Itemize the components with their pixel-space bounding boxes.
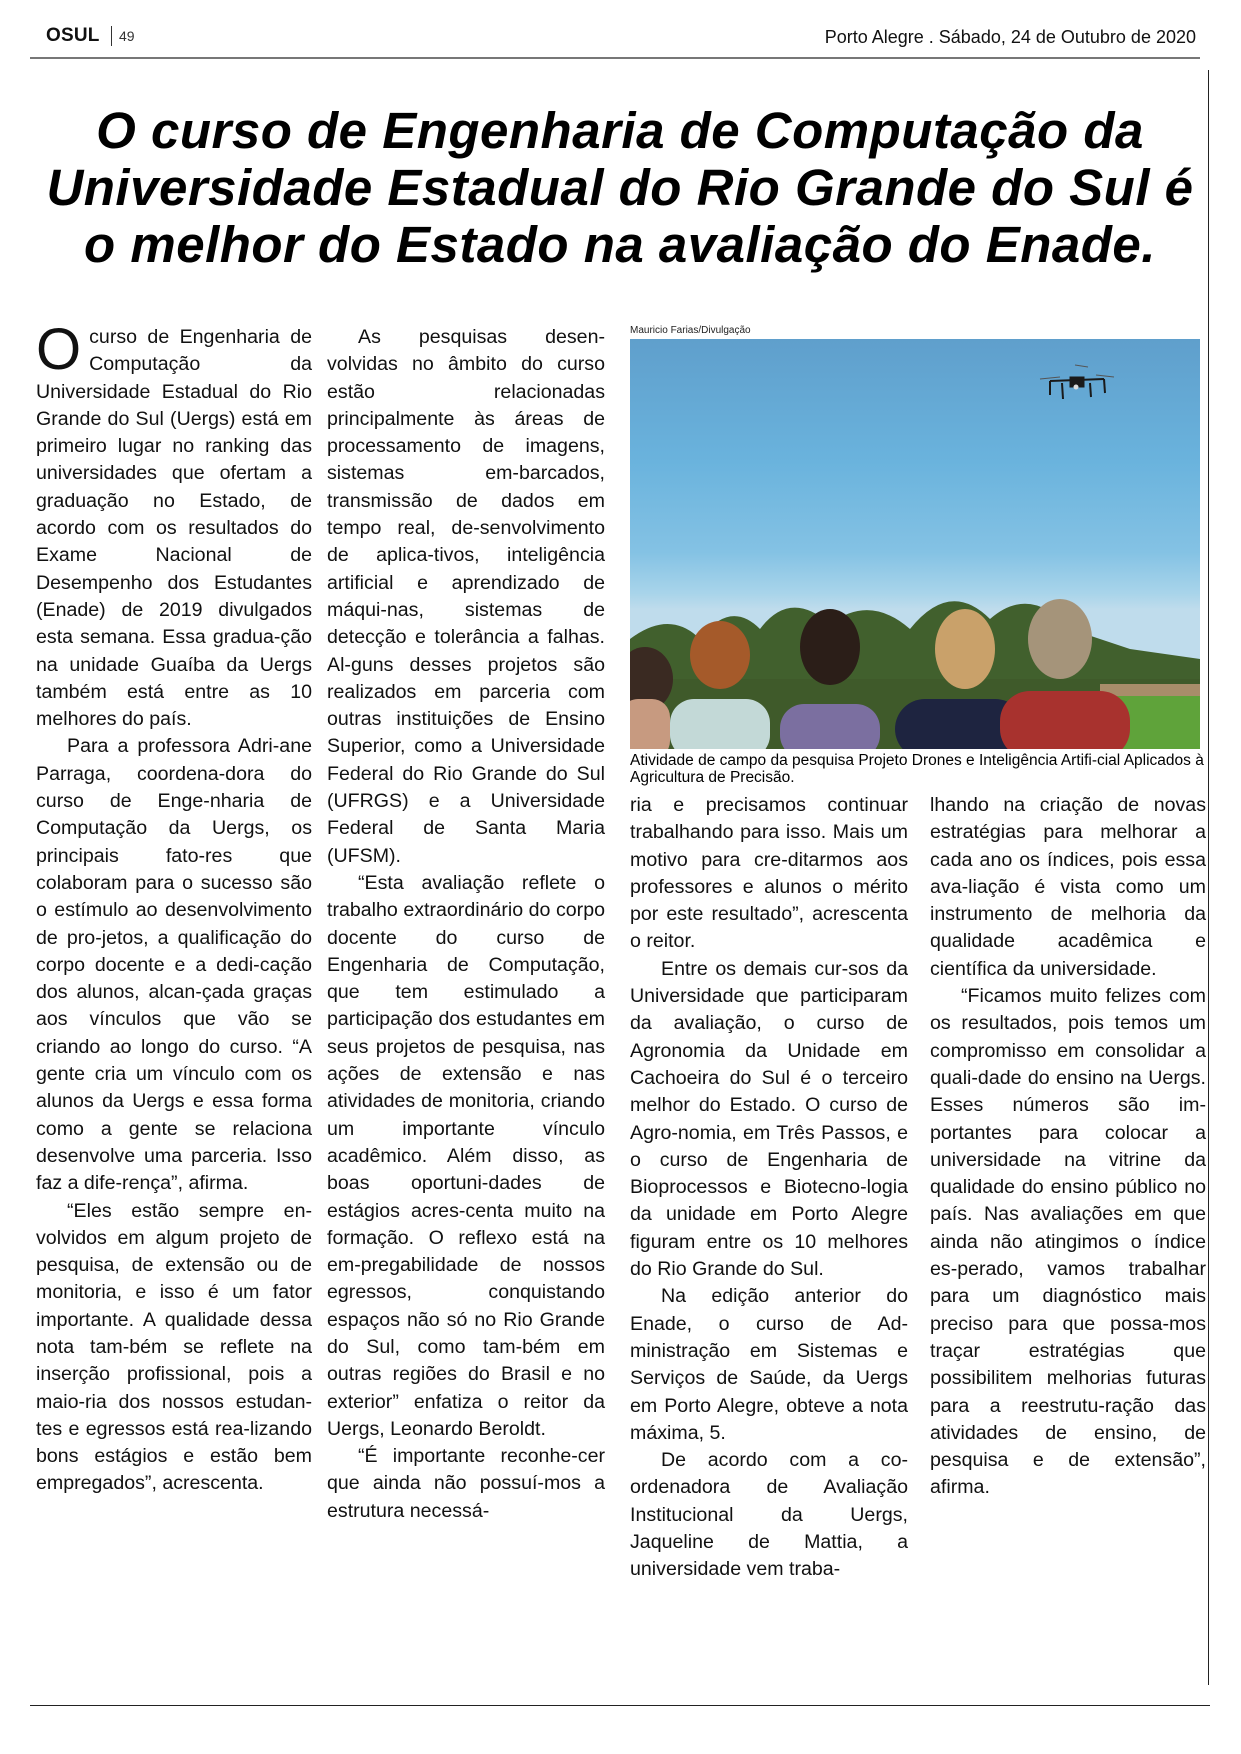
article-column-1 [36,317,312,1498]
photo-illustration [630,339,1200,749]
photo-credit: Mauricio Farias/Divulgação [630,325,751,336]
paragraph: Entre os demais cur-sos da Universidade que participaram da avaliação, o curso de Agronomia da Unidade em Cachoeira do Sul é o terceiro melhor do Estado. O curso de Agro-nomia, em Três Passos, e o curso de Engenharia de Bioprocessos e Biotecno-logia da unidade em Porto Alegre figuram entre os 10 melhores do Rio Grande do Sul. [630,957,908,1281]
newspaper-brand: OSUL [46,25,100,46]
bottom-rule [30,1705,1210,1706]
dateline: Porto Alegre . Sábado, 24 de Outubro de 2020 [824,27,1196,47]
photo-caption: Atividade de campo da pesquisa Projeto Drones e Inteligência Artifi-cial Aplicados à Agricultura de Precisão. [630,752,1204,786]
paragraph: lhando na criação de novas estratégias para melhorar a cada ano os índices, pois essa ava-liação é vista como um instrumento de melhoria da qualidade acadêmica e científica da universidade. [930,794,1206,980]
paragraph: “Ficamos muito felizes com os resultados, pois temos um compromisso em consolidar a quali-dade do ensino na Uergs. Esses números são im-portantes para colocar a universidade na vitrine da qualidade do ensino público no país. Nas avaliações em que ainda não atingimos o índice es-perado, vamos trabalhar para um diagnóstico mais preciso para que possa-mos traçar estratégias que possibilitem melhorias futuras para a reestrutu-ração das atividades de ensino, de pesquisa e de extensão”, afirma. [930,985,1206,1499]
paragraph: “Esta avaliação reflete o trabalho extraordinário do corpo docente do curso de Engenharia de Computação, que tem estimulado a participação dos estudantes em seus projetos de pesquisa, nas ações de extensão e nas atividades de monitoria, criando um importante vínculo acadêmico. Além disso, as boas oportuni-dades de estágios acres-centa muito na formação. O reflexo está na em-pregabilidade de nossos egressos, conquistando espaços não só no Rio Grande do Sul, como tam-bém em outras regiões do Brasil e no exterior” enfatiza o reitor da Uergs, Leonardo Beroldt. [327,871,605,1440]
paragraph: Para a professora Adri-ane Parraga, coordena-dora do curso de Enge-nharia de Computação da Uergs, os principais fato-res que colaboram para o sucesso são o estímulo ao desenvolvimento de pro-jetos, a qualificação do corpo docente e a dedi-cação dos alunos, alcan-çada graças aos vínculos que vão se criando ao longo do curso. “A gente cria um vínculo com os alunos da Uergs e essa forma como a gente se relaciona desenvolve uma parceria. Isso faz a dife-rença”, afirma. [36,735,312,1195]
masthead [46,25,1196,55]
article-photo [630,339,1200,749]
right-border-rule [1208,70,1209,1685]
article-column-4 [930,792,1206,1502]
plowed-field [1100,684,1200,696]
article-column-2 [327,324,605,1525]
masthead-divider [111,26,112,46]
paragraph: As pesquisas desen-volvidas no âmbito do curso estão relacionadas principalmente às áreas de processamento de imagens, sistemas em-barcados, transmissão de dados em tempo real, de-senvolvimento de aplica-tivos, inteligência artificial e aprendizado de máqui-nas, sistemas de detecção e tolerância a falhas. Al-guns desses projetos são realizados em parceria com outras instituições de Ensino Superior, como a Universidade Federal do Rio Grande do Sul (UFRGS) e a Universidade Federal de Santa Maria (UFSM). [327,326,605,867]
paragraph: ria e precisamos continuar trabalhando para isso. Mais um motivo para cre-ditarmos aos professores e alunos o mérito por este resultado”, acrescenta o reitor. [630,794,908,953]
paragraph: “Eles estão sempre en-volvidos em algum projeto de pesquisa, de extensão ou de monitoria, e isso é um fator importante. A qualidade dessa nota tam-bém se reflete na inserção profissional, pois a maio-ria dos nossos estudan-tes e egressos está rea-lizando bons estágios e estão bem empregados”, acrescenta. [36,1199,312,1495]
paragraph: “É importante reconhe-cer que ainda não possuí-mos a estrutura necessá- [327,1445,605,1522]
top-rule [30,57,1200,59]
paragraph-text: curso de Engenharia de Computação da Universidade Estadual do Rio Grande do Sul (Uergs) está em primeiro lugar no ranking das universidades que ofertam a graduação no Estado, de acordo com os resultados do Exame Nacional de Desempenho dos Estudantes (Enade) de 2019 divulgados esta semana. Essa gradua-ção na unidade Guaíba da Uergs também está entre as 10 melhores do país. [36,326,312,731]
page-number: 49 [119,28,135,44]
headline: O curso de Engenharia de Computação da Universidade Estadual do Rio Grande do Sul é o melhor do Estado na avaliação do Enade. [46,102,1194,274]
paragraph [36,317,312,733]
article-column-3 [630,792,908,1584]
paragraph: Na edição anterior do Enade, o curso de Ad-ministração em Sistemas e Serviços de Saúde, da Uergs em Porto Alegre, obteve a nota máxima, 5. [630,1285,908,1444]
drop-cap: O [36,317,82,382]
paragraph: De acordo com a co-ordenadora de Avaliação Institucional da Uergs, Jaqueline de Mattia, a universidade vem traba- [630,1449,908,1581]
drone-icon [1040,365,1114,399]
